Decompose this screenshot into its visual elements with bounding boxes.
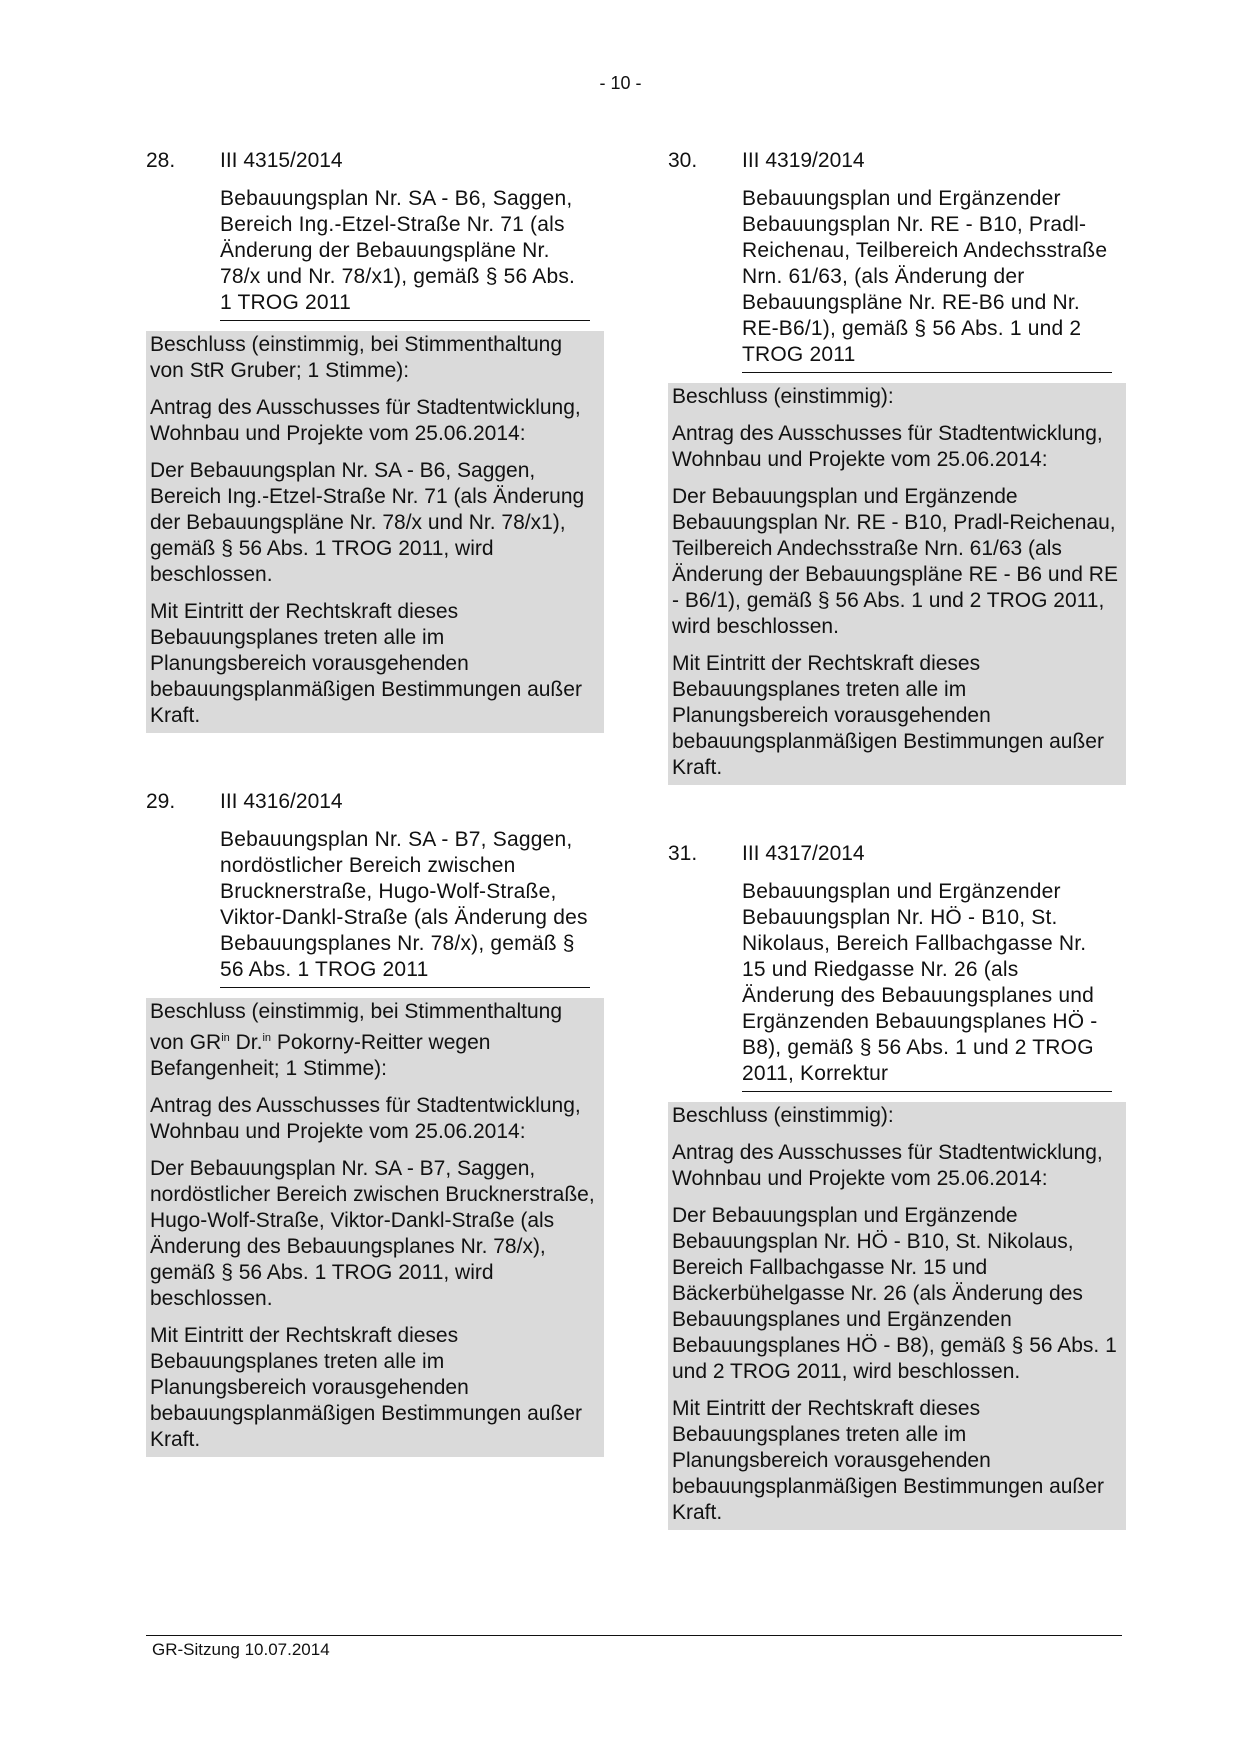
item-number: 31. <box>668 842 698 865</box>
item-title: Bebauungsplan und Ergänzender Bebauungsplan Nr. HÖ - B10, St. Nikolaus, Bereich Fallbachgasse Nr. 15 und Riedgasse Nr. 26 (als Änderung des Bebauungsplanes und Ergänzenden Bebauungsplanes HÖ - B8), gemäß § 56 Abs. 1 und 2 TROG 2011, Korrektur <box>742 879 1112 1092</box>
decision-box <box>668 383 1126 785</box>
item-reference: III 4317/2014 <box>742 842 865 865</box>
item-title: Bebauungsplan und Ergänzender Bebauungsplan Nr. RE - B10, Pradl-Reichenau, Teilbereich Andechsstraße Nrn. 61/63, (als Änderung der Bebauungspläne Nr. RE-B6 und Nr. RE-B6/1), gemäß § 56 Abs. 1 und 2 TROG 2011 <box>742 186 1112 373</box>
item-reference: III 4319/2014 <box>742 149 865 172</box>
left-column <box>146 148 604 1505</box>
committee-motion: Antrag des Ausschusses für Stadtentwicklung, Wohnbau und Projekte vom 25.06.2014: <box>150 396 581 445</box>
item-number: 29. <box>146 790 176 813</box>
item-title: Bebauungsplan Nr. SA - B7, Saggen, nordöstlicher Bereich zwischen Brucknerstraße, Hugo-Wolf-Straße, Viktor-Dankl-Straße (als Änderung des Bebauungsplanes Nr. 78/x), gemäß § 56 Abs. 1 TROG 2011 <box>220 827 590 988</box>
legal-effect-text: Mit Eintritt der Rechtskraft dieses Bebauungsplanes treten alle im Planungsbereich vorausgehenden bebauungsplanmäßigen Bestimmungen außer Kraft. <box>150 1324 582 1451</box>
committee-motion: Antrag des Ausschusses für Stadtentwicklung, Wohnbau und Projekte vom 25.06.2014: <box>150 1094 581 1143</box>
decision-vote: Beschluss (einstimmig, bei Stimmenthaltung von $GR^{in}$ Dr.$^{in}$ Pokorny-Reitter wegen Befangenheit; 1 Stimme): <box>150 1000 563 1080</box>
committee-motion: Antrag des Ausschusses für Stadtentwicklung, Wohnbau und Projekte vom 25.06.2014: <box>672 422 1103 471</box>
page-number: - 10 - <box>599 73 642 93</box>
item-number: 28. <box>146 149 176 172</box>
item-header <box>146 148 604 174</box>
item-number: 30. <box>668 149 698 172</box>
resolution-text: Der Bebauungsplan Nr. SA - B7, Saggen, nordöstlicher Bereich zwischen Brucknerstraße, Hugo-Wolf-Straße, Viktor-Dankl-Straße (als Änderung des Bebauungsplanes Nr. 78/x), gemäß § 56 Abs. 1 TROG 2011, wird beschlossen. <box>150 1157 595 1310</box>
resolution-text: Der Bebauungsplan und Ergänzende Bebauungsplan Nr. RE - B10, Pradl-Reichenau, Teilbereich Andechsstraße Nrn. 61/63 (als Änderung der Bebauungspläne RE - B6 und RE - B6/1), gemäß § 56 Abs. 1 und 2 TROG 2011, wird beschlossen. <box>672 485 1118 638</box>
agenda-item-29 <box>146 789 604 1457</box>
legal-effect-text: Mit Eintritt der Rechtskraft dieses Bebauungsplanes treten alle im Planungsbereich vorausgehenden bebauungsplanmäßigen Bestimmungen außer Kraft. <box>672 652 1104 779</box>
footer-divider <box>146 1635 1122 1636</box>
item-header <box>146 789 604 815</box>
right-column <box>668 148 1126 1578</box>
footer-session-date: GR-Sitzung 10.07.2014 <box>152 1640 330 1659</box>
decision-box <box>668 1102 1126 1530</box>
item-header <box>668 841 1126 867</box>
item-header <box>668 148 1126 174</box>
resolution-text: Der Bebauungsplan und Ergänzende Bebauungsplan Nr. HÖ - B10, St. Nikolaus, Bereich Fallbachgasse Nr. 15 und Bäckerbühelgasse Nr. 26 (als Änderung des Bebauungsplanes und Ergänzenden Bebauungsplanes HÖ - B8), gemäß § 56 Abs. 1 und 2 TROG 2011, wird beschlossen. <box>672 1204 1117 1383</box>
item-title: Bebauungsplan Nr. SA - B6, Saggen, Bereich Ing.-Etzel-Straße Nr. 71 (als Änderung der Bebauungspläne Nr. 78/x und Nr. 78/x1), gemäß § 56 Abs. 1 TROG 2011 <box>220 186 590 321</box>
decision-vote: Beschluss (einstimmig): <box>672 385 894 408</box>
agenda-item-30 <box>668 148 1126 785</box>
decision-vote: Beschluss (einstimmig, bei Stimmenthaltung von StR Gruber; 1 Stimme): <box>150 333 563 382</box>
agenda-item-28 <box>146 148 604 733</box>
legal-effect-text: Mit Eintritt der Rechtskraft dieses Bebauungsplanes treten alle im Planungsbereich vorausgehenden bebauungsplanmäßigen Bestimmungen außer Kraft. <box>672 1397 1104 1524</box>
agenda-item-31 <box>668 841 1126 1530</box>
decision-box <box>146 331 604 733</box>
item-reference: III 4315/2014 <box>220 149 343 172</box>
legal-effect-text: Mit Eintritt der Rechtskraft dieses Bebauungsplanes treten alle im Planungsbereich vorausgehenden bebauungsplanmäßigen Bestimmungen außer Kraft. <box>150 600 582 727</box>
decision-vote: Beschluss (einstimmig): <box>672 1104 894 1127</box>
resolution-text: Der Bebauungsplan Nr. SA - B6, Saggen, Bereich Ing.-Etzel-Straße Nr. 71 (als Änderung der Bebauungspläne Nr. 78/x und Nr. 78/x1), gemäß § 56 Abs. 1 TROG 2011, wird beschlossen. <box>150 459 585 586</box>
item-reference: III 4316/2014 <box>220 790 343 813</box>
committee-motion: Antrag des Ausschusses für Stadtentwicklung, Wohnbau und Projekte vom 25.06.2014: <box>672 1141 1103 1190</box>
decision-box <box>146 998 604 1457</box>
